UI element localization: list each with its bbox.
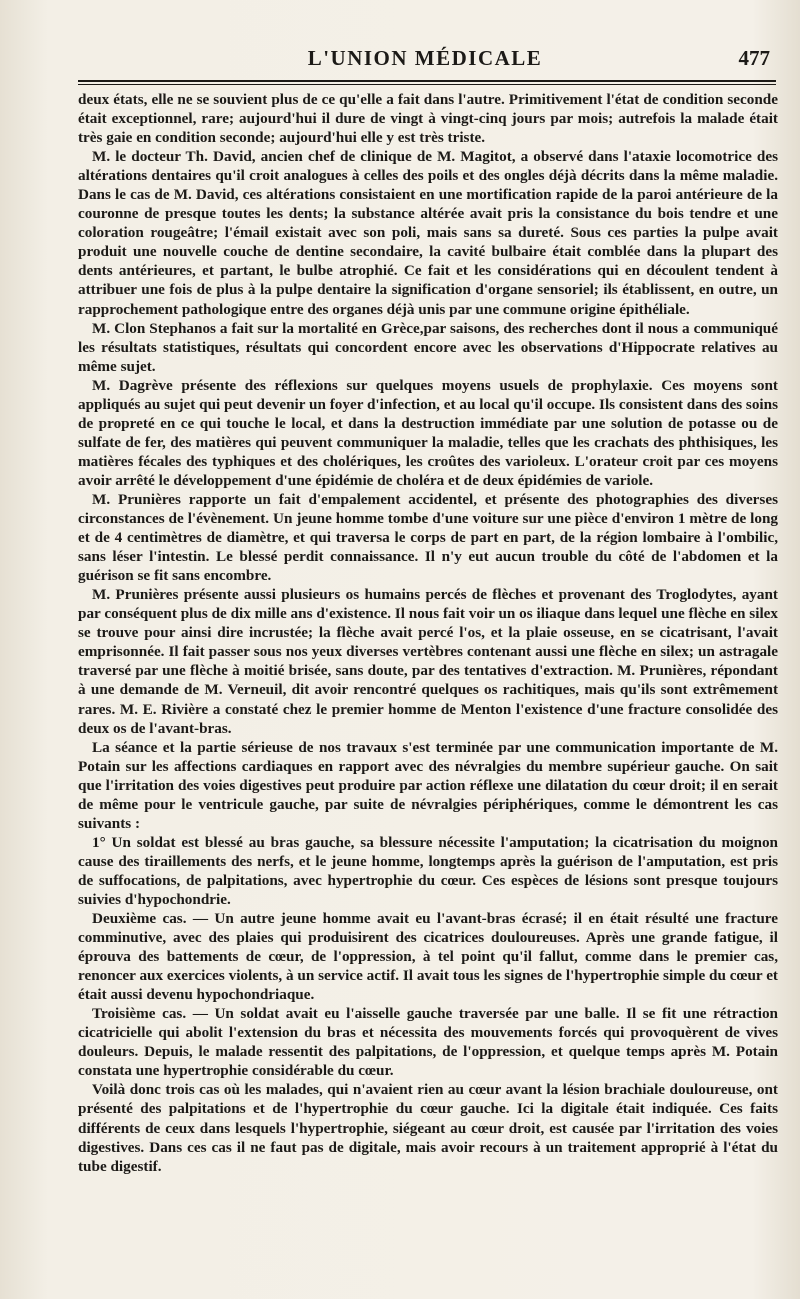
- header-rule-thin: [78, 84, 776, 85]
- paragraph: La séance et la partie sérieuse de nos travaux s'est terminée par une communication importante de M. Potain sur les affections cardiaques en rapport avec des névralgies du membre supérieur gauche. On sait que l'irritation des voies digestives peut produire par action réflexe une dilatation du cœur droit; il en serait de même pour le ventricule gauche, par suite de névralgies périphériques, comme le démontrent les cas suivants :: [78, 738, 778, 832]
- page-header: [78, 42, 772, 76]
- paragraph: M. Prunières rapporte un fait d'empalement accidentel, et présente des photographies des diverses circonstances de l'évènement. Un jeune homme tombe d'une voiture sur une pièce d'environ 1 mètre de long et de 4 centimètres de diamètre, et qui traversa le corps de part en part, de la région lombaire à l'ombilic, sans léser l'intestin. Le blessé perdit connaissance. Il n'y eut aucun trouble du côté de l'abdomen et la guérison se fit sans encombre.: [78, 490, 778, 585]
- paragraph: Troisième cas. — Un soldat avait eu l'aisselle gauche traversée par une balle. Il se fit une rétraction cicatricielle qui abolit l'extension du bras et nécessita des mouvements forcés qui provoquèrent de vives douleurs. Depuis, le malade ressentit des palpitations, de l'oppression, et quelque temps après M. Potain constata une hypertrophie considérable du cœur.: [78, 1005, 778, 1080]
- page-number: 477: [738, 46, 770, 70]
- paragraph: M. le docteur Th. David, ancien chef de clinique de M. Magitot, a observé dans l'ataxie locomotrice des altérations dentaires qu'il croit analogues à celles des poils et des ongles déjà décrits dans la même maladie. Dans le cas de M. David, ces altérations consistaient en une mortification rapide de la paroi antérieure de la couronne de presque toutes les dents; la substance altérée avait pris la consistance du bois tendre et une coloration rougeâtre; l'émail existait avec son poli, mais sans sa dureté. Sous ces parties la pulpe avait produit une nouvelle couche de dentine secondaire, la cavité bulbaire était comblée dans la plupart des dents antérieures, et partant, le bulbe atrophié. Ce fait et les considérations qui en découlent tendent à attribuer une fois de plus à la pulpe dentaire la signification d'organe sensoriel; ils établissent, en outre, un rapprochement pathologique entre des organes déjà unis par une commune origine épithéliale.: [78, 148, 778, 318]
- paragraph: M. Clon Stephanos a fait sur la mortalité en Grèce,par saisons, des recherches dont il nous a communiqué les résultats statistiques, résultats qui concordent encore avec les observations d'Hippocrate relatives au même sujet.: [78, 319, 778, 375]
- header-rule: [78, 80, 776, 82]
- running-title: L'UNION MÉDICALE: [307, 46, 543, 70]
- paragraph: Voilà donc trois cas où les malades, qui n'avaient rien au cœur avant la lésion brachiale douloureuse, ont présenté des palpitations et de l'hypertrophie du cœur gauche. Ici la digitale était indiquée. Ces faits différents de ceux dans lesquels l'hypertrophie, siégeant au cœur droit, est causée par l'irritation des voies digestives. Dans ces cas il ne faut pas de digitale, mais avoir recours à un traitement approprié à l'état du tube digestif.: [78, 1081, 778, 1175]
- paragraph: M. Prunières présente aussi plusieurs os humains percés de flèches et provenant des Troglodytes, ayant par conséquent plus de dix mille ans d'existence. Il nous fait voir un os iliaque dans lequel une flèche en silex se trouve pour ainsi dire incrustée; la flèche avait percé l'os, et la plaie osseuse, en se cicatrisant, l'avait emprisonnée. Il fait passer sous nos yeux diverses vertèbres contenant aussi une flèche en silex; un astragale traversé par une flèche à moitié brisée, sans doute, par des tentatives d'extraction. M. Prunières, répondant à une demande de M. Verneuil, dit avoir rencontré quelques os rachitiques, mais qu'ils sont extrêmement rares. M. E. Rivière a constaté chez le premier homme de Menton l'existence d'une fracture consolidée des deux os de l'avant-bras.: [78, 586, 778, 737]
- paragraph: 1° Un soldat est blessé au bras gauche, sa blessure nécessite l'amputation; la cicatrisation du moignon cause des tiraillements des nerfs, et le jeune homme, longtemps après la guérison de l'amputation, est pris de suffocations, de palpitations, avec hypertrophie du cœur. Ces espèces de lésions sont presque toujours suivies d'hypochondrie.: [78, 833, 778, 908]
- paragraph: deux états, elle ne se souvient plus de ce qu'elle a fait dans l'autre. Primitivement l'état de condition seconde était exceptionnel, rare; aujourd'hui il dure de vingt à vingt-cinq jours par mois; autrefois la malade était très gaie en condition seconde; aujourd'hui elle y est très triste.: [78, 91, 778, 147]
- paragraph: Deuxième cas. — Un autre jeune homme avait eu l'avant-bras écrasé; il en était résulté une fracture comminutive, avec des plaies qui produisirent des cicatrices douloureuses. Après une grande fatigue, il éprouva des battements de cœur, de l'oppression, à tel point qu'il fallut, comme dans le premier cas, renoncer aux exercices violents, à un service actif. Il avait tous les signes de l'hypertrophie simple du cœur et était aussi devenu hypochondriaque.: [78, 910, 778, 1004]
- paragraph: M. Dagrève présente des réflexions sur quelques moyens usuels de prophylaxie. Ces moyens sont appliqués au sujet qui peut devenir un foyer d'infection, et au local qu'il occupe. Ils consistent dans des soins de propreté en ce qui touche le local, et dans la destruction immédiate par une solution de potasse ou de sulfate de fer, des matières qui peuvent communiquer la maladie, telles que les crachats des phthisiques, les matières fécales des typhiques et des cholériques, les croûtes des varioleux. L'orateur croit par ces moyens avoir arrêté le développement d'une épidémie de choléra et de deux épidémies de variole.: [78, 376, 778, 489]
- article-body: [78, 90, 778, 1176]
